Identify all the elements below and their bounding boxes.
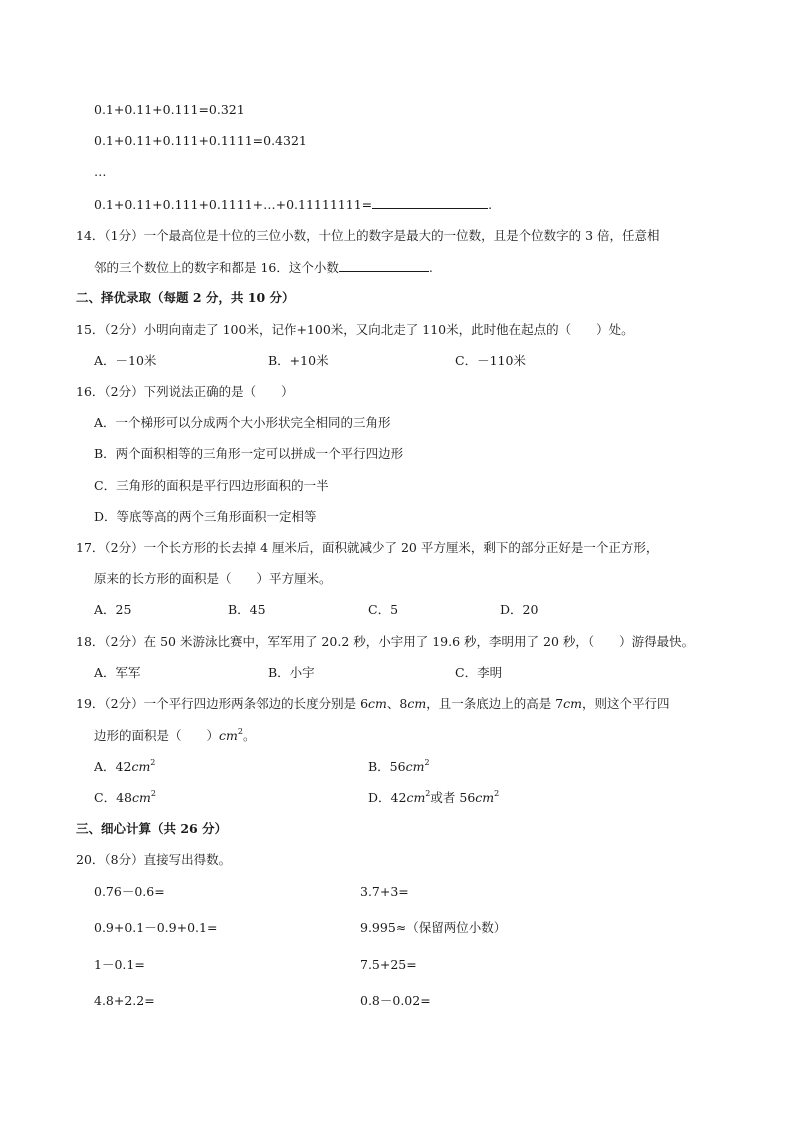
sequence-line-2: 0.1+0.11+0.111+0.1111=0.4321 xyxy=(94,133,307,148)
q14-line-2-text: 邻的三个数位上的数字和都是 16．这个小数 xyxy=(94,260,339,275)
q19-option-d-text: D．42 xyxy=(368,790,407,805)
unit-cm: cm xyxy=(407,696,427,711)
calc-item: 3.7+3= xyxy=(360,884,409,899)
q15-option-c[interactable]: C．－110米 xyxy=(455,353,526,368)
q19-option-a[interactable] xyxy=(94,759,155,775)
q18-option-a[interactable]: A．军军 xyxy=(94,665,141,680)
q15-option-b[interactable]: B．+10米 xyxy=(268,353,329,368)
q19-option-d-mid: 或者 56 xyxy=(430,790,476,805)
q16-option-a[interactable]: A．一个梯形可以分成两个大小形状完全相同的三角形 xyxy=(94,415,391,430)
q17-option-d[interactable]: D．20 xyxy=(500,602,539,617)
answer-blank[interactable] xyxy=(372,196,488,209)
sequence-ellipsis: … xyxy=(94,164,107,179)
q14-line-1: 14．（1分）一个最高位是十位的三位小数，十位上的数字是最大的一位数，且是个位数字的 3 倍，任意相 xyxy=(76,228,660,243)
unit-cm: cm xyxy=(131,759,151,774)
q18-option-c[interactable]: C．李明 xyxy=(455,665,503,680)
q19-text-6: 。 xyxy=(242,728,256,743)
calc-item: 9.995≈（保留两位小数） xyxy=(360,920,507,935)
q19-option-b[interactable] xyxy=(368,759,430,775)
q19-line-2 xyxy=(94,728,255,744)
q19-text-3: ，且一条底边上的高是 7 xyxy=(426,696,564,711)
q20-question: 20．（8分）直接写出得数。 xyxy=(76,852,232,867)
superscript-2: 2 xyxy=(494,789,500,798)
calc-item: 0.76－0.6= xyxy=(94,884,165,899)
q19-option-a-text: A．42 xyxy=(94,759,132,774)
unit-cm: cm xyxy=(368,696,387,711)
superscript-2: 2 xyxy=(150,789,156,798)
q14-period: . xyxy=(428,260,433,275)
calc-item: 0.8－0.02= xyxy=(360,993,431,1008)
superscript-2: 2 xyxy=(425,789,431,798)
q16-question: 16．（2分）下列说法正确的是（ ） xyxy=(76,384,294,399)
q19-option-b-text: B．56 xyxy=(368,759,406,774)
superscript-2: 2 xyxy=(424,758,430,767)
q19-text-5: 边形的面积是（ ） xyxy=(94,728,220,743)
calc-item: 4.8+2.2= xyxy=(94,993,155,1008)
q17-line-2: 原来的长方形的面积是（ ）平方厘米。 xyxy=(94,571,332,586)
superscript-2: 2 xyxy=(237,727,243,736)
q15-question: 15．（2分）小明向南走了 100米，记作+100米，又向北走了 110米，此时他在起点的（ ）处。 xyxy=(76,322,634,337)
unit-cm: cm xyxy=(475,790,495,805)
q19-option-c[interactable] xyxy=(94,790,156,806)
unit-cm: cm xyxy=(131,790,151,805)
q19-line-1 xyxy=(76,696,670,712)
q17-option-a[interactable]: A．25 xyxy=(94,602,132,617)
unit-cm: cm xyxy=(405,759,425,774)
q19-text-2: 、8 xyxy=(386,696,408,711)
q14-line-2 xyxy=(94,259,433,276)
q19-option-c-text: C．48 xyxy=(94,790,132,805)
q16-option-d[interactable]: D．等底等高的两个三角形面积一定相等 xyxy=(94,509,317,524)
calc-item: 7.5+25= xyxy=(360,957,417,972)
sequence-final-period: . xyxy=(488,197,493,212)
q19-option-d[interactable] xyxy=(368,790,499,806)
q18-option-b[interactable]: B．小宇 xyxy=(268,665,315,680)
q19-text-4: ，则这个平行四 xyxy=(582,696,670,711)
q15-option-a[interactable]: A．－10米 xyxy=(94,353,157,368)
q16-option-c[interactable]: C．三角形的面积是平行四边形面积的一半 xyxy=(94,478,329,493)
q19-text-1: 19．（2分）一个平行四边形两条邻边的长度分别是 6 xyxy=(76,696,369,711)
q17-option-b[interactable]: B．45 xyxy=(228,602,266,617)
q16-option-b[interactable]: B．两个面积相等的三角形一定可以拼成一个平行四边形 xyxy=(94,446,404,461)
q17-line-1: 17．（2分）一个长方形的长去掉 4 厘米后，面积就减少了 20 平方厘米，剩下的部分正好是一个正方形， xyxy=(76,540,659,555)
sequence-line-1: 0.1+0.11+0.111=0.321 xyxy=(94,102,245,117)
unit-cm: cm xyxy=(219,728,238,743)
sequence-line-final xyxy=(94,196,492,213)
calc-item: 1－0.1= xyxy=(94,957,145,972)
sequence-final-text: 0.1+0.11+0.111+0.1111+…+0.11111111= xyxy=(94,197,373,212)
calc-item: 0.9+0.1－0.9+0.1= xyxy=(94,920,218,935)
unit-cm: cm xyxy=(563,696,583,711)
section-heading-2: 二、择优录取（每题 2 分，共 10 分） xyxy=(76,290,295,305)
superscript-2: 2 xyxy=(150,758,156,767)
section-heading-3: 三、细心计算（共 26 分） xyxy=(76,821,228,836)
unit-cm: cm xyxy=(406,790,426,805)
q17-option-c[interactable]: C．5 xyxy=(368,602,399,617)
answer-blank[interactable] xyxy=(339,259,429,272)
q18-question: 18．（2分）在 50 米游泳比赛中，军军用了 20.2 秒，小宇用了 19.6 秒，李明用了 20 秒，（ ）游得最快。 xyxy=(76,634,695,649)
